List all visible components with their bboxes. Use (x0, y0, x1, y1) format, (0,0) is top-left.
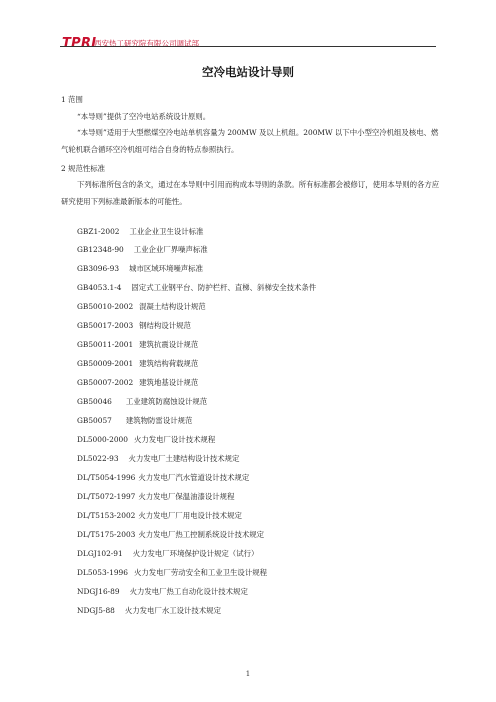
standard-item (77, 359, 198, 369)
standard-item (77, 321, 191, 331)
standard-name: 火力发电厂环境保护设计规定（试行） (132, 549, 259, 558)
standard-code: DL5022-93 (77, 454, 119, 463)
standard-name: 火力发电厂设计技术规程 (133, 435, 216, 444)
standard-code: DL/T5153-2002 (77, 511, 136, 520)
standard-code: GB50017-2003 (77, 321, 134, 330)
section-1-heading: 1 范围 (61, 95, 83, 104)
standard-item (77, 587, 248, 597)
standard-code: GB4053.1-4 (77, 283, 122, 292)
standard-name: 火力发电厂土建结构设计技术规定 (128, 454, 240, 463)
standard-code: GB50007-2002 (77, 378, 134, 387)
page-number: 1 (245, 670, 251, 678)
standard-item (77, 530, 264, 540)
standard-code: DL/T5054-1996 (77, 473, 136, 482)
page-header (60, 8, 438, 51)
standard-name: 火力发电厂汽水管道设计技术规定 (138, 473, 250, 482)
standard-name: 建筑地基设计规范 (139, 378, 199, 387)
document-title: 空冷电站设计导则 (202, 65, 294, 79)
standard-item (77, 492, 234, 502)
standard-item (77, 473, 249, 483)
standard-code: GB50009-2001 (77, 359, 134, 368)
standard-item (77, 511, 242, 521)
standard-item (77, 378, 198, 388)
standard-item (77, 549, 258, 559)
standard-item (77, 283, 316, 293)
section-2-heading: 2 规范性标准 (61, 164, 106, 173)
standard-name: 固定式工业钢平台、防护栏杆、直梯、斜梯安全技术条件 (131, 283, 317, 292)
standard-item (77, 454, 239, 464)
standard-name: 火力发电厂劳动安全和工业卫生设计规程 (133, 568, 267, 577)
section-1-paragraph-2: “本导则”适用于大型燃煤空冷电站单机容量为 200MW 及以上机组。200MW 以下中小型空冷机组及核电、燃气轮机联合循环空冷机组可结合自身的特点参照执行。 (61, 128, 439, 154)
standard-name: 建筑抗震设计规范 (139, 340, 199, 349)
standard-code: GB12348-90 (77, 245, 124, 254)
section-1-paragraph-1: “本导则”提供了空冷电站系统设计原则。 (77, 112, 211, 121)
standard-code: NDGJ5-88 (77, 606, 115, 615)
standard-name: 火力发电厂热工控制系统设计技术规定 (138, 530, 265, 539)
header-divider (60, 46, 436, 47)
standard-item (77, 397, 207, 407)
standard-code: GBZ1-2002 (77, 227, 120, 236)
standard-name: 建筑物防雷设计规范 (125, 416, 193, 425)
standard-item (77, 264, 203, 274)
standard-code: DL5053-1996 (77, 568, 128, 577)
standard-code: GB50057 (77, 416, 112, 425)
standard-name: 城市区域环境噪声标准 (129, 264, 203, 273)
standard-name: 火力发电厂厂用电设计技术规定 (138, 511, 242, 520)
tpri-logo: TPRI (62, 36, 97, 51)
standard-item (77, 606, 221, 616)
standard-item (77, 245, 208, 255)
standard-item (77, 568, 267, 578)
standard-item (77, 340, 198, 350)
standard-code: DL/T5175-2003 (77, 530, 136, 539)
standard-name: 工业建筑防腐蚀设计规范 (125, 397, 208, 406)
standard-name: 建筑结构荷载规范 (139, 359, 199, 368)
standard-item (77, 435, 215, 445)
standard-name: 钢结构设计规范 (139, 321, 191, 330)
standard-code: DL5000-2000 (77, 435, 128, 444)
standard-code: GB50010-2002 (77, 302, 134, 311)
standard-item (77, 227, 203, 237)
organization-name: 西安热工研究院有限公司调试部 (94, 39, 199, 48)
standard-code: DL/T5072-1997 (77, 492, 136, 501)
standard-code: NDGJ16-89 (77, 587, 120, 596)
standard-name: 火力发电厂热工自动化设计技术规定 (129, 587, 248, 596)
standard-code: DLGJ102-91 (77, 549, 123, 558)
standard-item (77, 302, 206, 312)
standard-name: 工业企业厂界噪声标准 (133, 245, 208, 254)
standard-code: GB50011-2001 (77, 340, 134, 349)
standard-name: 火力发电厂保温油漆设计规程 (138, 492, 235, 501)
standard-name: 工业企业卫生设计标准 (129, 227, 204, 236)
standard-name: 火力发电厂水工设计技术规定 (124, 606, 221, 615)
standard-code: GB3096-93 (77, 264, 120, 273)
standard-code: GB50046 (77, 397, 112, 406)
section-2-paragraph-1: 下列标准所包含的条文，通过在本导则中引用而构成本导则的条款。所有标准都会被修订，使用本导则的各方应研究使用下列标准最新版本的可能性。 (61, 180, 440, 206)
standard-name: 混凝土结构设计规范 (139, 302, 206, 311)
standard-item (77, 416, 192, 426)
